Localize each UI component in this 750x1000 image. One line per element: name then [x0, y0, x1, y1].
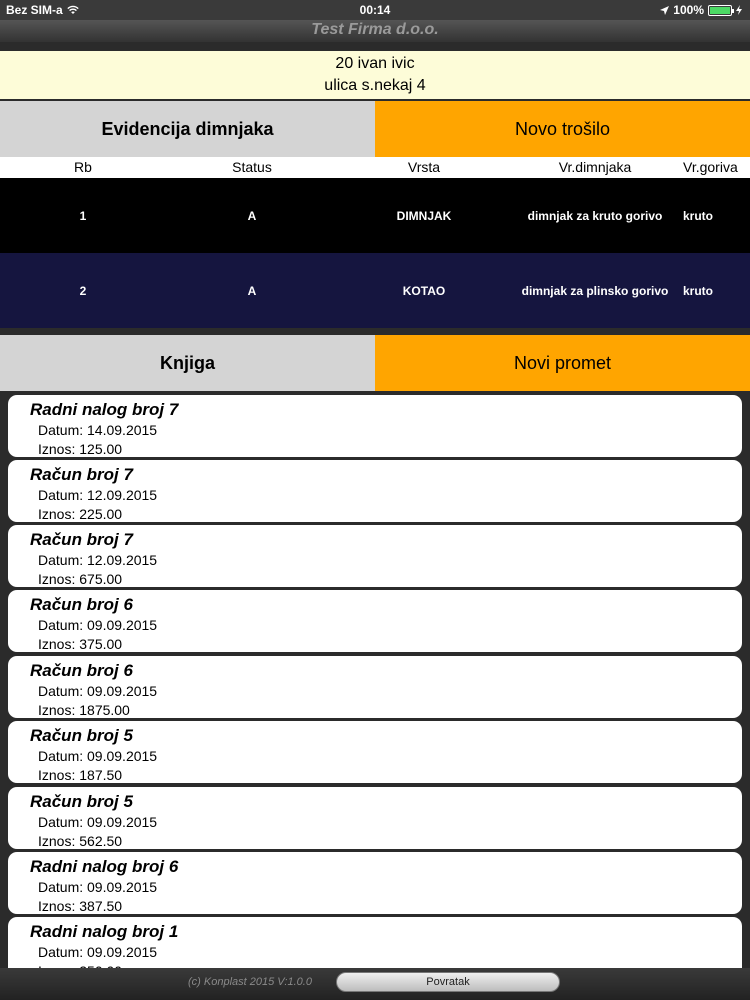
table-row[interactable]: [0, 178, 750, 253]
item-amount: Iznos: 562.50: [38, 833, 123, 849]
item-date: Datum: 12.09.2015: [38, 487, 158, 503]
cell-status: A: [247, 283, 257, 298]
list-item[interactable]: [8, 721, 742, 783]
novo-trosilo-button[interactable]: Novo trošilo: [375, 101, 750, 157]
copyright-label: (c) Konplast 2015 V:1.0.0: [188, 976, 312, 988]
list-item[interactable]: [8, 590, 742, 652]
item-amount: Iznos: 125.00: [38, 441, 123, 457]
cell-vr-goriva: kruto: [683, 283, 713, 298]
cell-vr-dimnjaka: dimnjak za plinsko gorivo: [521, 283, 669, 298]
item-title: Račun broj 6: [30, 595, 133, 614]
bottom-toolbar: [0, 968, 750, 1000]
item-amount: Iznos: 675.00: [38, 571, 123, 587]
mid-button-row: [0, 335, 750, 391]
cell-vr-goriva: kruto: [683, 208, 713, 223]
battery-icon: [708, 5, 732, 16]
item-date: Datum: 09.09.2015: [38, 944, 158, 960]
col-header-status: Status: [232, 159, 272, 175]
cell-vrsta: DIMNJAK: [396, 208, 452, 223]
list-item[interactable]: [8, 525, 742, 587]
evidencija-dimnjaka-button[interactable]: Evidencija dimnjaka: [0, 101, 375, 157]
item-date: Datum: 09.09.2015: [38, 814, 158, 830]
item-amount: Iznos: 1875.00: [38, 702, 130, 718]
knjiga-button[interactable]: Knjiga: [0, 335, 375, 391]
item-amount: Iznos: 375.00: [38, 636, 123, 652]
customer-header: [0, 51, 750, 99]
cell-status: A: [247, 208, 257, 223]
cell-vrsta: KOTAO: [402, 283, 446, 298]
cell-rb: 2: [79, 283, 87, 298]
back-button[interactable]: Povratak: [336, 972, 560, 992]
item-amount: Iznos: 225.00: [38, 506, 123, 522]
item-title: Račun broj 7: [30, 465, 133, 484]
status-right: [660, 3, 742, 17]
list-item[interactable]: [8, 460, 742, 522]
top-button-row: [0, 101, 750, 157]
carrier-label: Bez SIM-a: [6, 3, 63, 17]
battery-percent: 100%: [673, 3, 704, 17]
item-title: Račun broj 6: [30, 661, 133, 680]
table-header: [0, 157, 750, 178]
list-item[interactable]: [8, 656, 742, 718]
item-date: Datum: 14.09.2015: [38, 422, 158, 438]
cell-rb: 1: [79, 208, 87, 223]
col-header-vr-goriva: Vr.goriva: [683, 159, 738, 175]
col-header-vr-dimnjaka: Vr.dimnjaka: [558, 159, 632, 175]
item-title: Račun broj 7: [30, 530, 133, 549]
location-arrow-icon: [660, 6, 669, 15]
item-date: Datum: 09.09.2015: [38, 617, 158, 633]
item-date: Datum: 09.09.2015: [38, 748, 158, 764]
item-amount: Iznos: 387.50: [38, 898, 123, 914]
item-title: Radni nalog broj 1: [30, 922, 179, 941]
list-item[interactable]: [8, 852, 742, 914]
item-date: Datum: 12.09.2015: [38, 552, 158, 568]
item-title: Radni nalog broj 6: [30, 857, 179, 876]
status-bar: [0, 0, 750, 20]
status-time: 00:14: [359, 3, 391, 17]
table-row[interactable]: [0, 253, 750, 328]
col-header-vrsta: Vrsta: [407, 159, 441, 175]
cell-vr-dimnjaka: dimnjak za kruto gorivo: [527, 208, 663, 223]
document-list[interactable]: [0, 392, 750, 970]
charging-icon: [736, 5, 742, 15]
company-title: Test Firma d.o.o.: [311, 21, 439, 38]
item-title: Račun broj 5: [30, 792, 133, 811]
customer-address: ulica s.nekaj 4: [324, 77, 426, 94]
nav-bar: [0, 20, 750, 42]
novi-promet-button[interactable]: Novi promet: [375, 335, 750, 391]
item-title: Račun broj 5: [30, 726, 133, 745]
item-date: Datum: 09.09.2015: [38, 879, 158, 895]
item-title: Radni nalog broj 7: [30, 400, 179, 419]
item-amount: Iznos: 187.50: [38, 767, 123, 783]
customer-name: 20 ivan ivic: [335, 55, 415, 72]
item-date: Datum: 09.09.2015: [38, 683, 158, 699]
col-header-rb: Rb: [74, 159, 92, 175]
list-item[interactable]: [8, 787, 742, 849]
list-item[interactable]: [8, 395, 742, 457]
